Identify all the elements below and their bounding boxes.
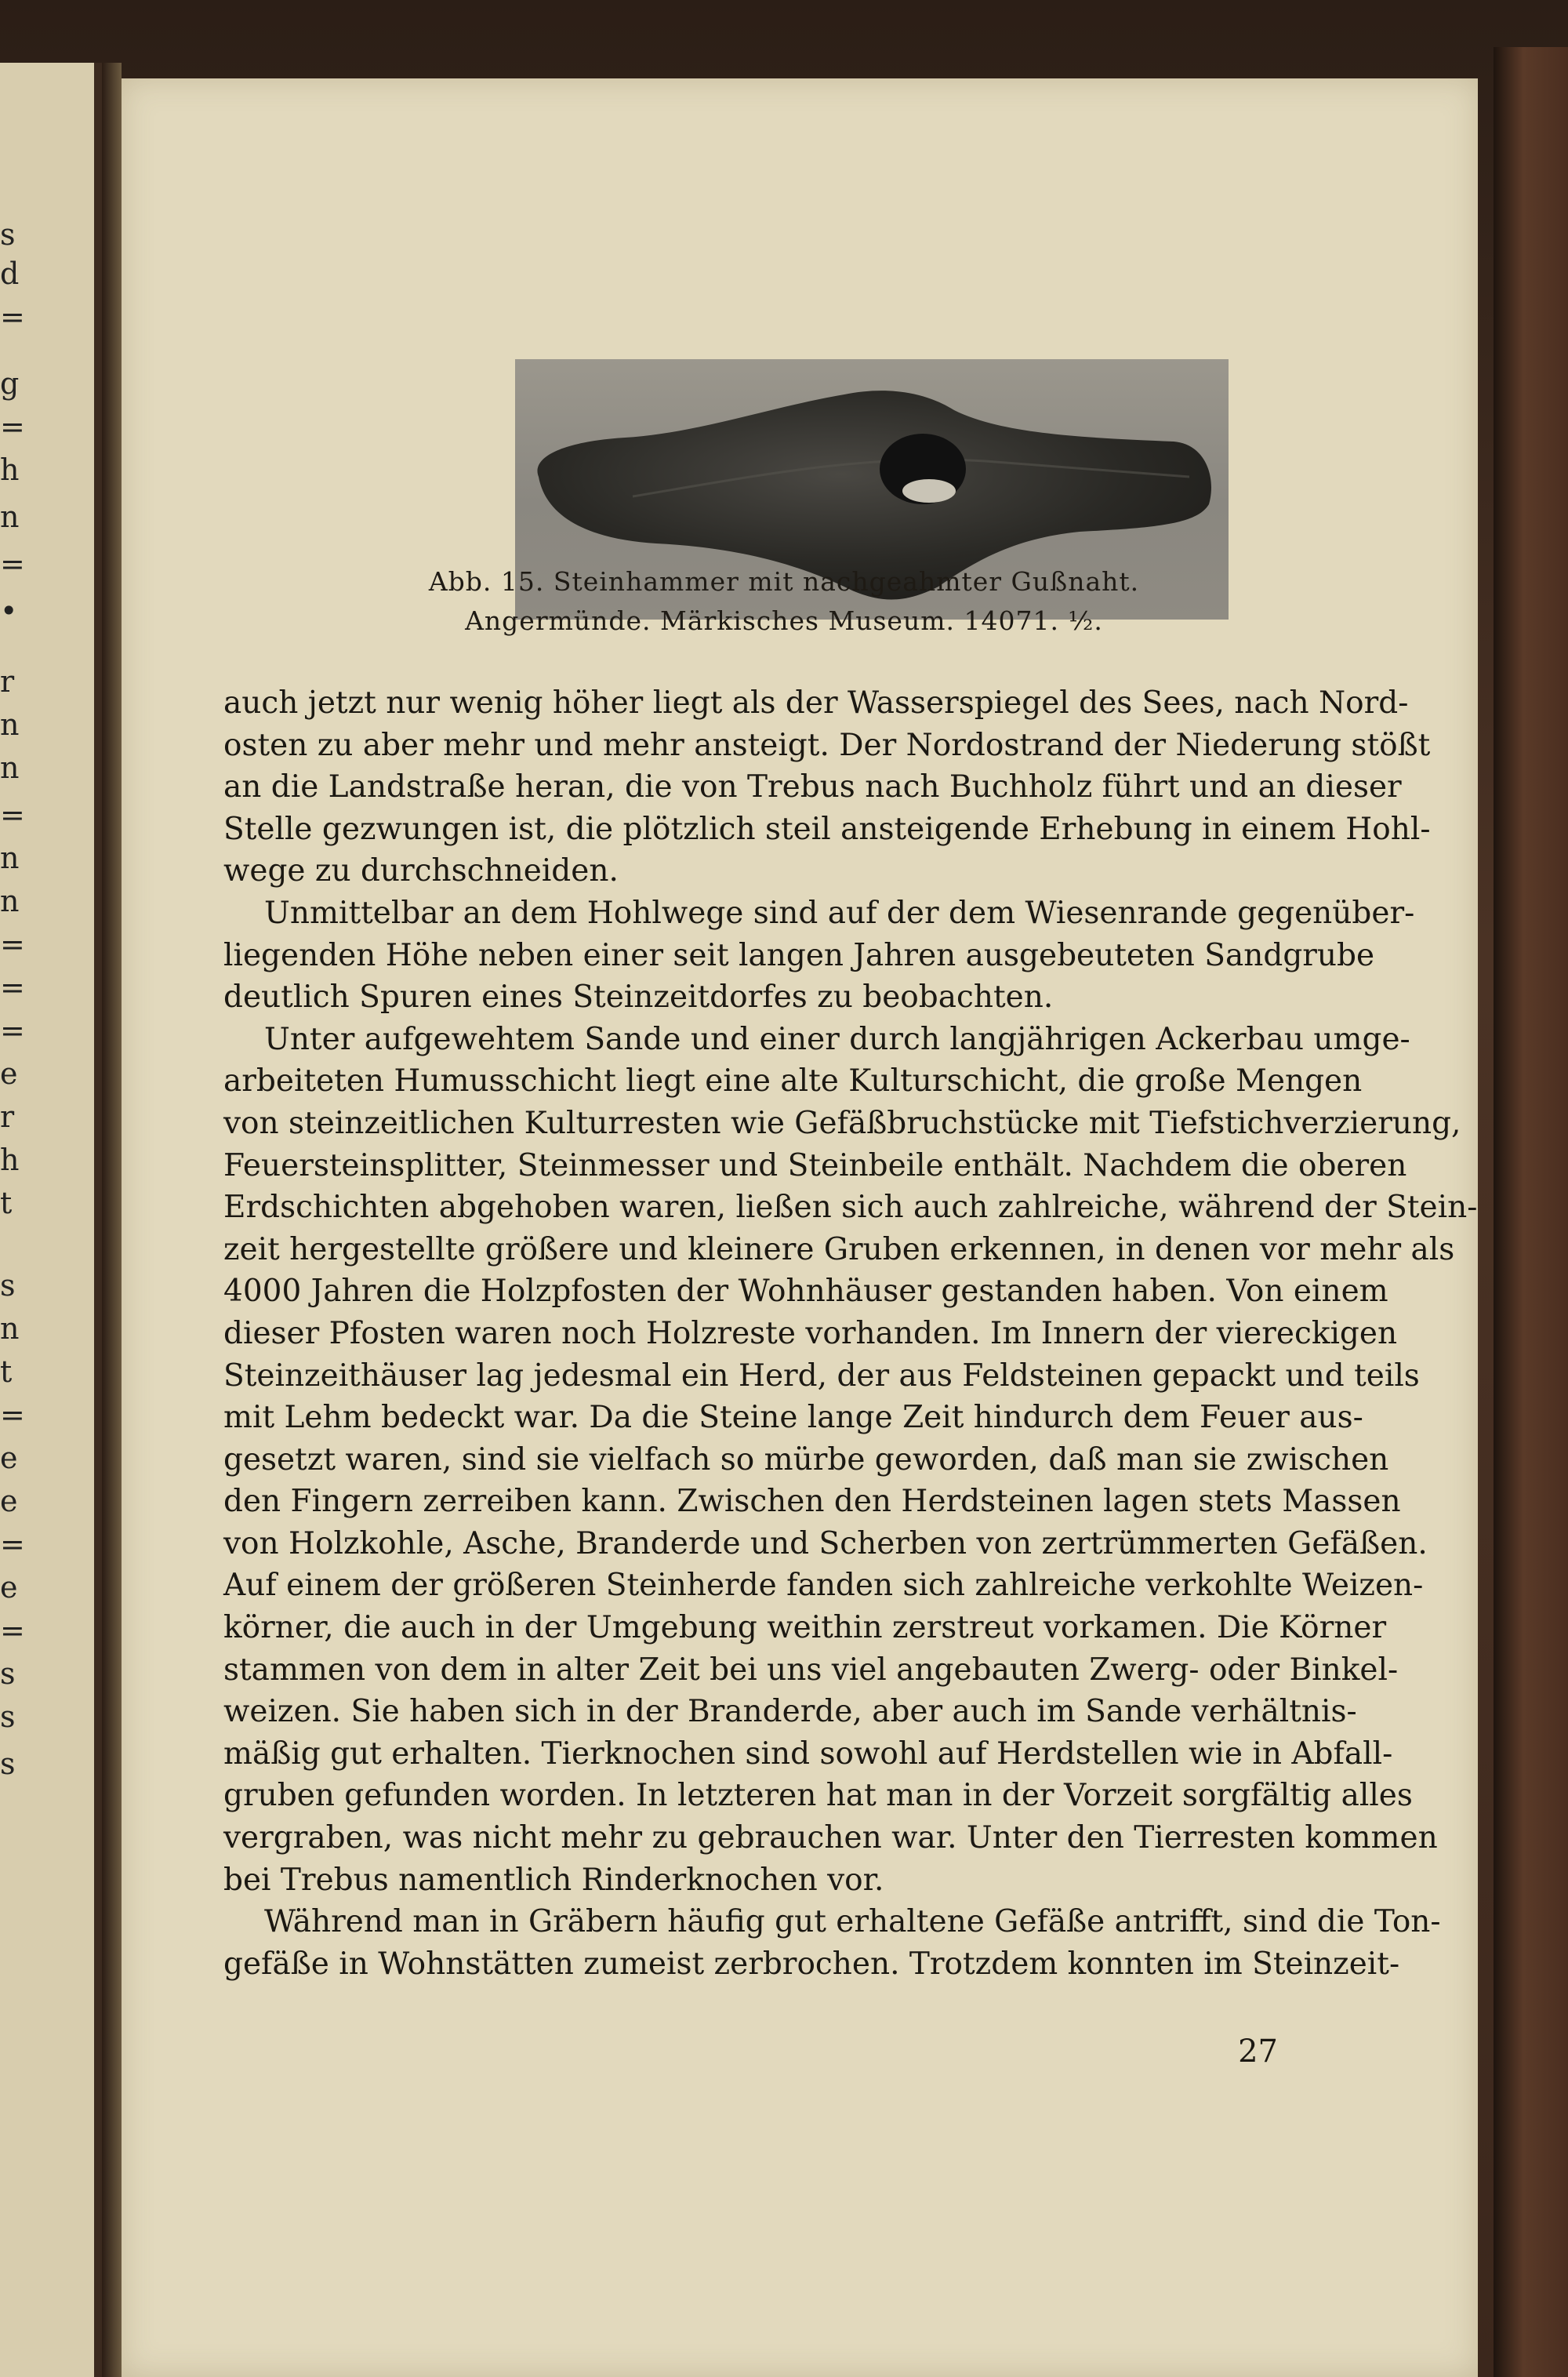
left-page-text-fragment: h xyxy=(0,453,20,487)
text-line: osten zu aber mehr und mehr ansteigt. Der Nordostrand der Niederung stößt xyxy=(223,727,1431,763)
text-line: von Holzkohle, Asche, Branderde und Scherben von zertrümmerten Gefäßen. xyxy=(223,1525,1428,1561)
text-line: bei Trebus namentlich Rinderknochen vor. xyxy=(223,1862,884,1898)
text-line: wege zu durchschneiden. xyxy=(223,853,619,889)
left-page-text-fragment: g xyxy=(0,366,20,401)
text-line: körner, die auch in der Umgebung weithin zerstreut vorkamen. Die Körner xyxy=(223,1610,1387,1646)
text-line: von steinzeitlichen Kulturresten wie Gefäßbruchstücke mit Tiefstichverzierung, xyxy=(223,1105,1461,1141)
left-page-text-fragment: = xyxy=(0,1613,25,1648)
book-spine xyxy=(102,63,122,2377)
text-line: zeit hergestellte größere und kleinere Gruben erkennen, in denen vor mehr als xyxy=(223,1231,1455,1267)
left-page-text-fragment: n xyxy=(0,707,20,742)
figure-caption-source: Angermünde. Märkisches Museum. 14071. ½. xyxy=(465,605,1103,636)
text-line: stammen von dem in alter Zeit bei uns viel angebauten Zwerg- oder Binkel- xyxy=(223,1652,1399,1688)
left-page-text-fragment: = xyxy=(0,1527,25,1561)
book-cover-edge xyxy=(1494,47,1568,2377)
left-page-text-fragment: r xyxy=(0,664,15,699)
page-number: 27 xyxy=(1238,2034,1278,2070)
text-line: gruben gefunden worden. In letzteren hat man in der Vorzeit sorgfältig alles xyxy=(223,1778,1413,1814)
left-page-text-fragment: = xyxy=(0,970,25,1005)
left-page-text-fragment: = xyxy=(0,1397,25,1432)
left-page-text-fragment: n xyxy=(0,751,20,785)
left-page-text-fragment: t xyxy=(0,1354,13,1389)
text-line: Unmittelbar an dem Hohlwege sind auf der dem Wiesenrande gegenüber- xyxy=(264,895,1415,931)
left-page-text-fragment: = xyxy=(0,927,25,961)
text-line: liegenden Höhe neben einer seit langen Jahren ausgebeuteten Sandgrube xyxy=(223,937,1375,973)
text-line: auch jetzt nur wenig höher liegt als der Wasserspiegel des Sees, nach Nord- xyxy=(223,685,1409,721)
left-page-text-fragment: = xyxy=(0,409,25,444)
left-page-text-fragment: = xyxy=(0,798,25,832)
text-line: Erdschichten abgehoben waren, ließen sich auch zahlreiche, während der Stein- xyxy=(223,1190,1478,1226)
body-text xyxy=(223,682,1478,1985)
left-page-text-fragment: n xyxy=(0,1311,20,1346)
text-line: deutlich Spuren eines Steinzeitdorfes zu beobachten. xyxy=(223,980,1054,1016)
text-line: Unter aufgewehtem Sande und einer durch langjährigen Ackerbau umge- xyxy=(264,1021,1410,1057)
left-page-text-fragment: r xyxy=(0,1099,15,1134)
left-page-text-fragment: e xyxy=(0,1570,18,1605)
left-page-text-fragment: s xyxy=(0,1656,16,1691)
left-page-text-fragment: e xyxy=(0,1484,18,1518)
left-page-text-fragment: d xyxy=(0,256,20,291)
figure-caption-title: Abb. 15. Steinhammer mit nachgeahmter Gußnaht. xyxy=(428,566,1140,597)
left-page-text-fragment: e xyxy=(0,1056,18,1091)
text-line: den Fingern zerreiben kann. Zwischen den Herdsteinen lagen stets Massen xyxy=(223,1484,1401,1520)
text-line: dieser Pfosten waren noch Holzreste vorhanden. Im Innern der viereckigen xyxy=(223,1315,1398,1351)
text-line: arbeiteten Humusschicht liegt eine alte Kulturschicht, die große Mengen xyxy=(223,1063,1363,1099)
text-line: mit Lehm bedeckt war. Da die Steine lange Zeit hindurch dem Feuer aus- xyxy=(223,1400,1363,1436)
left-page-text-fragment: = xyxy=(0,1013,25,1048)
left-page-text-fragment: • xyxy=(0,594,18,628)
text-line: vergraben, was nicht mehr zu gebrauchen war. Unter den Tierresten kommen xyxy=(223,1820,1438,1856)
text-line: an die Landstraße heran, die von Trebus nach Buchholz führt und an dieser xyxy=(223,769,1402,805)
text-line: Stelle gezwungen ist, die plötzlich steil ansteigende Erhebung in einem Hohl- xyxy=(223,811,1431,847)
left-facing-page xyxy=(0,63,102,2377)
text-line: Auf einem der größeren Steinherde fanden sich zahlreiche verkohlte Weizen- xyxy=(223,1568,1424,1604)
text-line: mäßig gut erhalten. Tierknochen sind sowohl auf Herdstellen wie in Abfall- xyxy=(223,1736,1393,1772)
text-line: Während man in Gräbern häufig gut erhaltene Gefäße antrifft, sind die Ton- xyxy=(264,1904,1441,1940)
text-line: Steinzeithäuser lag jedesmal ein Herd, der aus Feldsteinen gepackt und teils xyxy=(223,1358,1420,1394)
shaft-hole-light xyxy=(902,479,956,503)
left-page-text-fragment: = xyxy=(0,300,25,334)
left-page-text-fragment: s xyxy=(0,1746,16,1781)
left-page-text-fragment: s xyxy=(0,1268,16,1303)
left-page-text-fragment: = xyxy=(0,547,25,581)
text-line: weizen. Sie haben sich in der Branderde, aber auch im Sande verhältnis- xyxy=(223,1694,1357,1730)
left-page-text-fragment: t xyxy=(0,1186,13,1220)
text-line: Feuersteinsplitter, Steinmesser und Steinbeile enthält. Nachdem die oberen xyxy=(223,1147,1407,1183)
text-line: gefäße in Wohnstätten zumeist zerbrochen. Trotzdem konnten im Steinzeit- xyxy=(223,1946,1400,1982)
left-page-text-fragment: s xyxy=(0,1699,16,1734)
left-page-text-fragment: h xyxy=(0,1143,20,1177)
left-page-text-fragment: n xyxy=(0,884,20,918)
left-page-text-fragment: n xyxy=(0,500,20,534)
left-page-text-fragment: n xyxy=(0,841,20,875)
text-line: gesetzt waren, sind sie vielfach so mürbe geworden, daß man sie zwischen xyxy=(223,1441,1389,1477)
text-line: 4000 Jahren die Holzpfosten der Wohnhäuser gestanden haben. Von einem xyxy=(223,1274,1388,1310)
left-page-text-fragment: s xyxy=(0,217,16,252)
left-page-text-fragment: e xyxy=(0,1441,18,1475)
